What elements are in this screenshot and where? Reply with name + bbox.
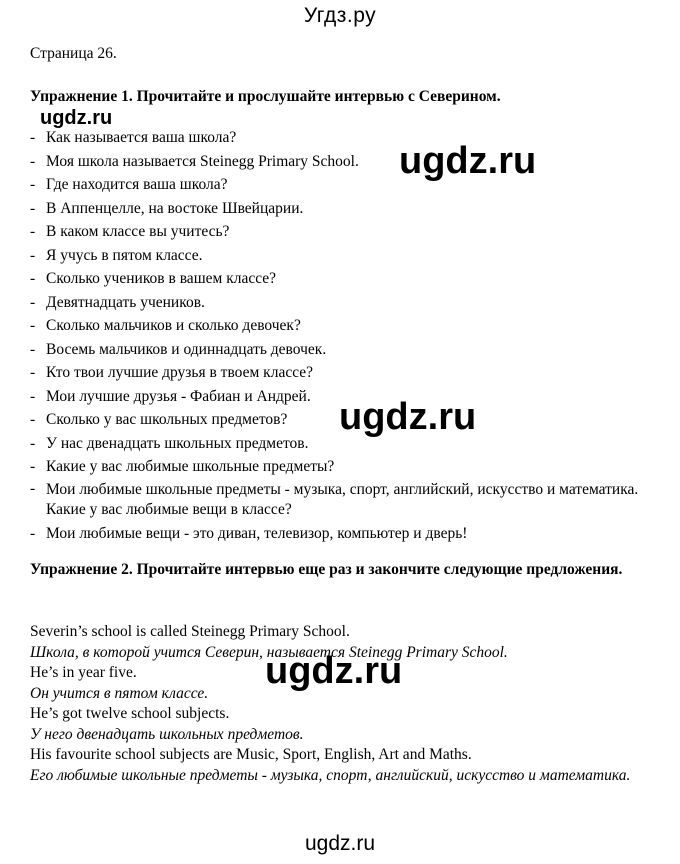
- dialogue-line: - Мои любимые школьные предметы - музыка, спорт, английский, искусство и математика. Какие у вас любимые вещи в классе?: [30, 479, 639, 518]
- exercise-2-heading: Упражнение 2. Прочитайте интервью еще раз и закончите следующие предложения.: [30, 561, 623, 578]
- dialogue-line: - Я учусь в пятом классе.: [30, 244, 645, 268]
- dialogue-line: - Сколько у вас школьных предметов?: [30, 408, 645, 432]
- dash-bullet: -: [30, 223, 36, 240]
- dash-bullet: -: [30, 176, 36, 193]
- dash-bullet: -: [30, 340, 36, 358]
- dialogue-line: - Мои лучшие друзья - Фабиан и Андрей.: [30, 385, 645, 409]
- dash-bullet: -: [30, 152, 36, 170]
- dash-bullet: -: [30, 246, 36, 264]
- dialogue-line: - В каком классе вы учитесь?: [30, 220, 645, 244]
- dash-bullet: -: [30, 364, 36, 381]
- dash-bullet: -: [30, 458, 36, 475]
- dash-bullet: -: [30, 479, 36, 497]
- dialogue-line: - Как называется ваша школа?: [30, 126, 645, 150]
- answer-translation: Его любимые школьные предметы - музыка, спорт, английский, искусство и математика.: [30, 766, 631, 784]
- answer-translation: Школа, в которой учится Северин, называется Steinegg Primary School.: [30, 643, 508, 661]
- page-label: Страница 26.: [30, 45, 117, 62]
- dialogue-line: - Восемь мальчиков и одиннадцать девочек.: [30, 338, 645, 362]
- dash-bullet: -: [30, 411, 36, 428]
- answer-english: He’s got twelve school subjects.: [30, 705, 230, 722]
- watermark: ugdz.ru: [399, 140, 537, 182]
- dash-bullet: -: [30, 524, 36, 542]
- dialogue-line: - У нас двенадцать школьных предметов.: [30, 432, 645, 456]
- dialogue-line: - В Аппенцелле, на востоке Швейцарии.: [30, 197, 645, 221]
- site-title: Угдз.ру: [303, 4, 377, 27]
- dash-bullet: -: [30, 293, 36, 311]
- footer-watermark: ugdz.ru: [304, 832, 376, 855]
- exercise-2-answers: [30, 622, 650, 786]
- dialogue-line: - Мои любимые вещи - это диван, телевизор, компьютер и дверь!: [30, 522, 645, 546]
- watermark: ugdz.ru: [339, 396, 477, 438]
- dash-bullet: -: [30, 199, 36, 217]
- answer-translation: У него двенадцать школьных предметов.: [30, 725, 304, 743]
- answer-translation: Он учится в пятом классе.: [30, 684, 209, 702]
- answer-english: He’s in year five.: [30, 664, 137, 681]
- dialogue-line: - Сколько мальчиков и сколько девочек?: [30, 314, 645, 338]
- dialogue-line: - Сколько учеников в вашем классе?: [30, 267, 645, 291]
- dash-bullet: -: [30, 387, 36, 405]
- watermark-small: ugdz.ru: [40, 107, 113, 129]
- dash-bullet: -: [30, 129, 36, 146]
- answer-english: Severin’s school is called Steinegg Primary School.: [30, 623, 350, 640]
- dash-bullet: -: [30, 317, 36, 334]
- dialogue-line: - Кто твои лучшие друзья в твоем классе?: [30, 361, 645, 385]
- dash-bullet: -: [30, 270, 36, 287]
- dialogue-line: - Где находится ваша школа?: [30, 173, 645, 197]
- dash-bullet: -: [30, 434, 36, 452]
- exercise-1-dialogue: [30, 126, 645, 545]
- answer-english: His favourite school subjects are Music, Sport, English, Art and Maths.: [30, 746, 472, 763]
- exercise-1-heading: Упражнение 1. Прочитайте и прослушайте интервью с Северином.: [30, 88, 501, 105]
- watermark: ugdz.ru: [265, 650, 403, 692]
- dialogue-line: - Девятнадцать учеников.: [30, 291, 645, 315]
- dialogue-line: - Какие у вас любимые школьные предметы?: [30, 455, 645, 479]
- dialogue-line: - Моя школа называется Steinegg Primary School.: [30, 150, 645, 174]
